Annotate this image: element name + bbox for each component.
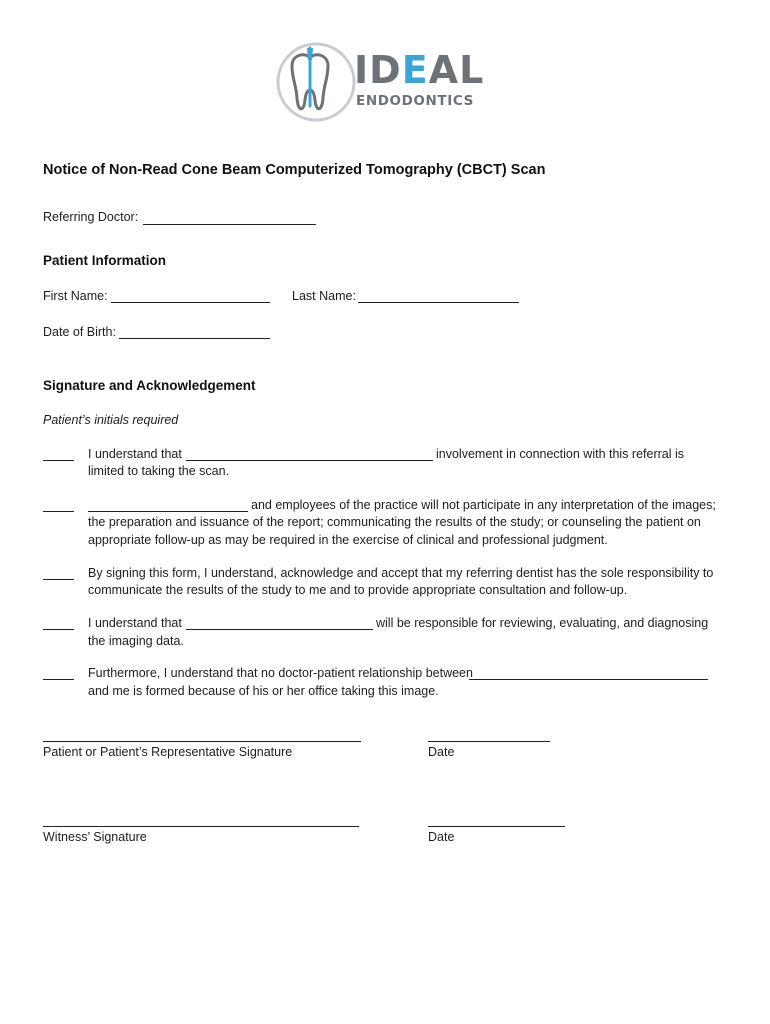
logo-wordmark-endodontics: ENDODONTICS: [356, 93, 474, 109]
signature-section-heading: Signature and Acknowledgement: [43, 378, 256, 393]
first-name-label: First Name:: [43, 289, 108, 303]
initials-blank-1[interactable]: [43, 460, 74, 461]
ideal-endodontics-logo: [276, 40, 506, 126]
initials-blank-5[interactable]: [43, 679, 74, 680]
item5-text-a: Furthermore, I understand that no doctor-patient relationship between: [88, 666, 473, 680]
item3-text-a: By signing this form, I understand, acknowledge and accept that my referring dentist has the sole responsibility to: [88, 566, 714, 580]
last-name-field[interactable]: [358, 302, 519, 303]
item4-text-b: will be responsible for reviewing, evaluating, and diagnosing: [376, 616, 709, 630]
initials-blank-4[interactable]: [43, 629, 74, 630]
date2-line[interactable]: [428, 826, 565, 827]
item2-text-a: and employees of the practice will not participate in any interpretation of the images;: [251, 498, 716, 512]
dob-label: Date of Birth:: [43, 325, 116, 339]
tooth-logo-icon: [276, 40, 356, 126]
item1-text-b: involvement in connection with this referral is: [436, 447, 685, 461]
date2-label: Date: [428, 830, 455, 844]
patient-signature-label: Patient or Patient’s Representative Signature: [43, 745, 293, 759]
initials-note: Patient’s initials required: [43, 413, 179, 427]
witness-signature-label: Witness’ Signature: [43, 830, 147, 844]
logo-wordmark-ideal: IDEAL: [354, 48, 485, 92]
referring-doctor-field[interactable]: [143, 224, 316, 225]
item5-text-b: and me is formed because of his or her office taking this image.: [88, 684, 439, 698]
document-title: Notice of Non-Read Cone Beam Computerized Tomography (CBCT) Scan: [43, 162, 546, 178]
item4-doctor-field[interactable]: [186, 629, 373, 630]
item5-practice-field[interactable]: [469, 679, 708, 680]
item4-text-a: I understand that: [88, 616, 182, 630]
item1-text-c: limited to taking the scan.: [88, 464, 230, 478]
patient-signature-line[interactable]: [43, 741, 361, 742]
last-name-label: Last Name:: [292, 289, 356, 303]
item4-text-c: the imaging data.: [88, 634, 184, 648]
initials-blank-3[interactable]: [43, 579, 74, 580]
witness-signature-line[interactable]: [43, 826, 359, 827]
initials-blank-2[interactable]: [43, 511, 74, 512]
item2-practice-field[interactable]: [88, 511, 248, 512]
date1-label: Date: [428, 745, 455, 759]
item1-practice-field[interactable]: [186, 460, 433, 461]
date1-line[interactable]: [428, 741, 550, 742]
first-name-field[interactable]: [111, 302, 270, 303]
referring-doctor-label: Referring Doctor:: [43, 210, 139, 224]
dob-field[interactable]: [119, 338, 270, 339]
item2-text-c: appropriate follow-up as may be required in the exercise of clinical and professional judgment.: [88, 533, 608, 547]
item2-text-b: the preparation and issuance of the report; communicating the results of the study; or counseling the patient on: [88, 515, 701, 529]
patient-information-heading: Patient Information: [43, 253, 167, 268]
item1-text-a: I understand that: [88, 447, 182, 461]
item3-text-b: communicate the results of the study to me and to provide appropriate consultation and follow-up.: [88, 583, 628, 597]
